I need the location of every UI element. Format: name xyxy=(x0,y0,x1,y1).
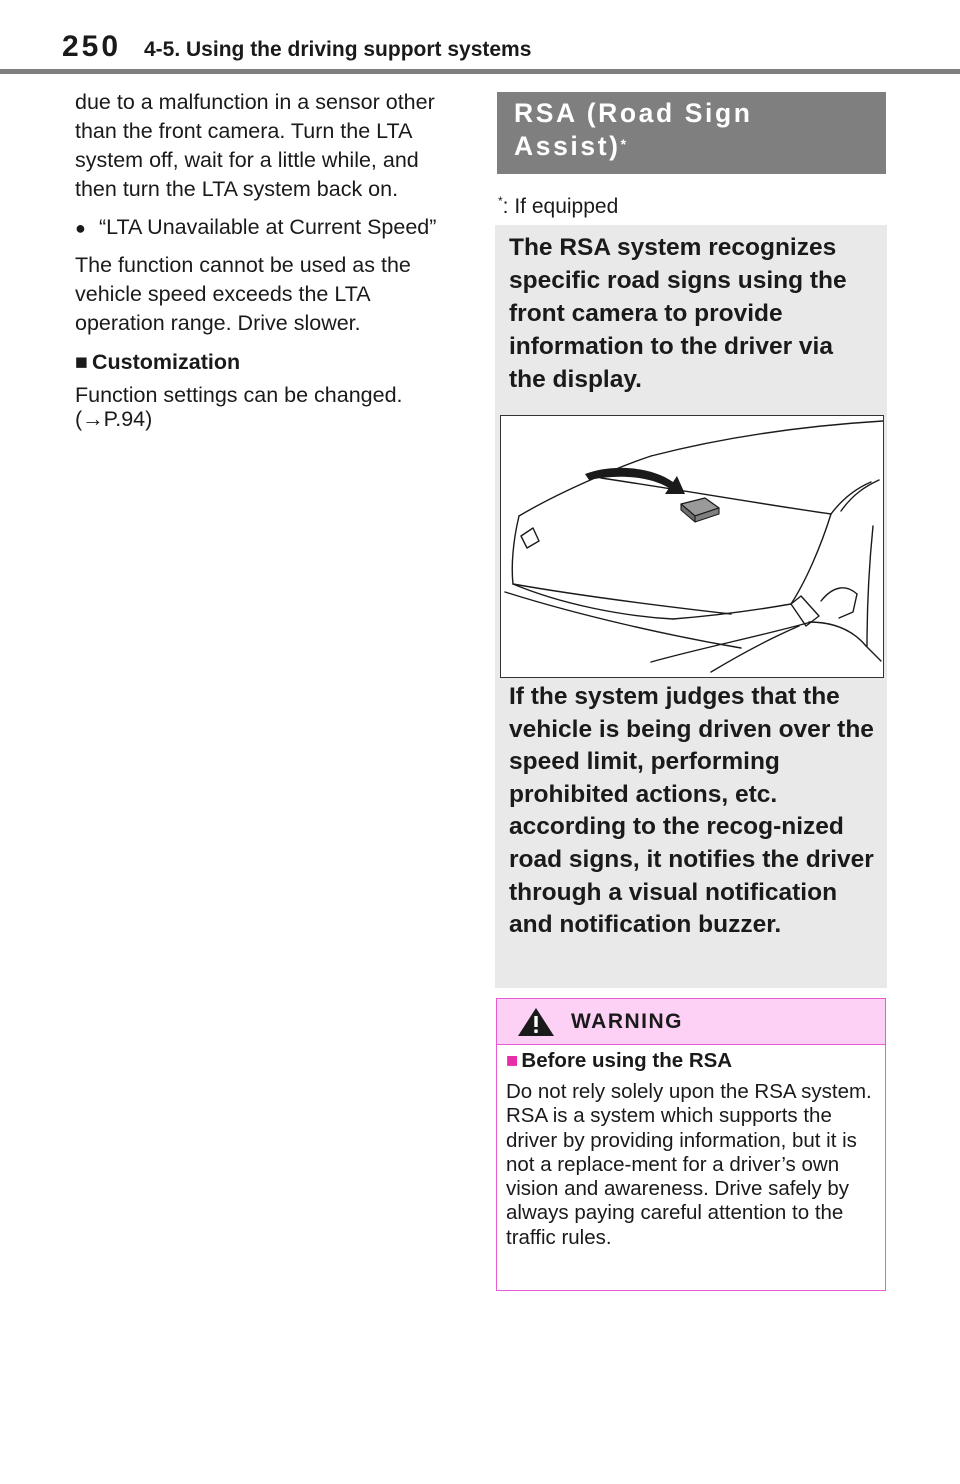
customization-heading xyxy=(75,348,465,377)
summary-box xyxy=(495,225,887,988)
warning-header xyxy=(497,999,885,1045)
warning-square-icon: ■ xyxy=(506,1049,519,1072)
bullet-text: “LTA Unavailable at Current Speed” xyxy=(99,215,437,239)
warning-body xyxy=(497,1045,885,1250)
bullet-item xyxy=(75,214,465,243)
warning-label: WARNING xyxy=(571,1010,683,1033)
section-heading-line-1: RSA (Road Sign xyxy=(514,98,753,128)
square-bullet-icon: ■ xyxy=(75,350,88,374)
windshield-camera-illustration xyxy=(500,415,884,678)
paragraph-speed: The function cannot be used as the vehicle speed exceeds the LTA operation range. Drive slower. xyxy=(75,253,411,335)
section-title: 4-5. Using the driving support systems xyxy=(144,38,532,61)
warning-box xyxy=(496,998,886,1291)
bullet-icon: ● xyxy=(75,218,86,238)
footnote-marker: * xyxy=(498,194,503,208)
warning-sub-heading-text: Before using the RSA xyxy=(521,1049,733,1072)
section-heading-box xyxy=(497,92,886,174)
windshield-camera-icon xyxy=(501,416,883,677)
header-rule xyxy=(0,69,960,74)
warning-sub-heading xyxy=(506,1049,885,1073)
page-number: 250 xyxy=(62,30,122,63)
section-heading-line-2: Assist) xyxy=(514,131,621,161)
footnote-text: : If equipped xyxy=(502,195,619,218)
customization-heading-text: Customization xyxy=(92,350,241,374)
warning-triangle-icon xyxy=(517,1007,555,1037)
summary-bottom-text: If the system judges that the vehicle is being driven over the speed limit, performing prohibited actions, etc. according to the recog-nized road signs, it notifies the driver through a visual notification and notification buzzer. xyxy=(509,683,874,939)
paragraph-malfunction: due to a malfunction in a sensor other than the front camera. Turn the LTA system off, wait for a little while, and then turn the LTA system back on. xyxy=(75,90,435,201)
paragraph-customization: Function settings can be changed. (→P.94) xyxy=(75,383,403,431)
footnote xyxy=(498,194,618,219)
left-column xyxy=(75,88,465,431)
heading-footnote-marker: * xyxy=(620,136,627,152)
warning-text: Do not rely solely upon the RSA system. RSA is a system which supports the driver by providing information, but it is not a replace-ment for a driver’s own vision and awareness. Drive safely by always paying careful attention to the traffic rules. xyxy=(506,1080,872,1249)
summary-top-text: The RSA system recognizes specific road signs using the front camera to provide information to the driver via the display. xyxy=(509,234,847,393)
